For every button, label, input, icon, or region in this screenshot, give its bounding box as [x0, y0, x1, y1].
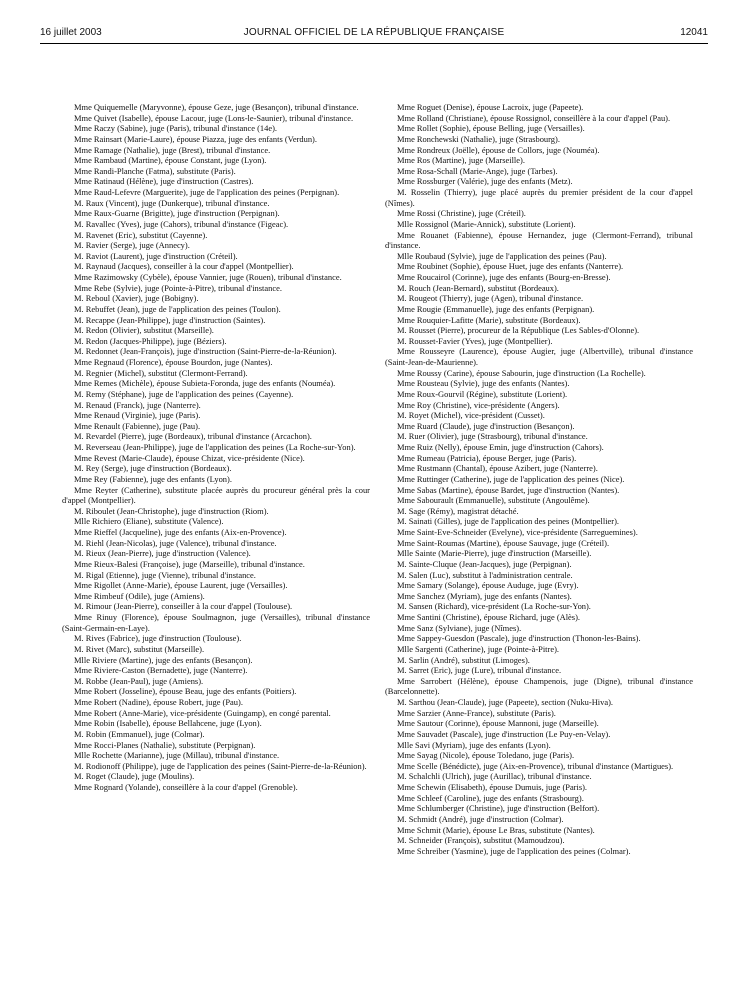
- appointment-entry: M. Reverseau (Jean-Philippe), juge de l'application des peines (La Roche-sur-Yon).: [74, 442, 356, 452]
- appointment-entry: M. Royet (Michel), vice-président (Cusset).: [397, 410, 545, 421]
- appointment-entry: Mlle Sargenti (Catherine), juge (Pointe-à-Pitre).: [397, 643, 559, 654]
- appointment-entry: Mme Schlumberger (Christine), juge d'instruction (Belfort).: [397, 803, 600, 814]
- appointment-entry: Mme Rouquier-Lafitte (Marie), substitute (Bordeaux).: [397, 314, 581, 325]
- appointment-entry: Mme Ruard (Claude), juge d'instruction (Besançon).: [397, 420, 575, 431]
- appointment-entry: M. Redonnet (Jean-François), juge d'instruction (Saint-Pierre-de-la-Réunion).: [74, 346, 337, 357]
- appointment-entry: Mme Raud-Lefevre (Marguerite), juge de l'application des peines (Perpignan).: [74, 187, 340, 197]
- appointment-entry: Mme Remes (Michèle), épouse Subieta-Foronda, juge des enfants (Nouméa).: [74, 378, 336, 389]
- appointment-entry: Mme Rosa-Schall (Marie-Ange), juge (Tarbes).: [397, 165, 558, 176]
- appointment-entry: Mme Schreiber (Yasmine), juge de l'application des peines (Colmar).: [397, 845, 631, 856]
- appointment-entry: Mme Ros (Martine), juge (Marseille).: [397, 155, 525, 166]
- appointment-entry: Mme Schleef (Caroline), juge des enfants (Strasbourg).: [397, 792, 584, 803]
- appointment-entry: M. Rousset-Favier (Yves), juge (Montpellier).: [397, 335, 553, 346]
- appointment-entry: Mme Renault (Fabienne), juge (Pau).: [74, 420, 201, 431]
- appointment-entry: M. Sansen (Richard), vice-président (La Roche-sur-Yon).: [397, 601, 591, 612]
- appointment-entry: Mlle Riviere (Martine), juge des enfants (Besançon).: [74, 654, 253, 665]
- appointment-entry: Mme Robert (Nadine), épouse Robert, juge (Pau).: [74, 697, 243, 707]
- appointment-entry: Mlle Sainte (Marie-Pierre), juge d'instruction (Marseille).: [397, 548, 592, 559]
- appointment-entry: Mme Quivet (Isabelle), épouse Lacour, juge (Lons-le-Saunier), tribunal d'instance.: [74, 112, 354, 123]
- appointment-entry: Mme Rumeau (Patricia), épouse Berger, juge (Paris).: [397, 452, 577, 463]
- appointment-entry: M. Schmidt (André), juge d'instruction (Colmar).: [397, 813, 564, 824]
- appointment-entry: Mme Roussy (Carine), épouse Sabourin, juge d'instruction (La Rochelle).: [397, 367, 646, 378]
- appointment-entry: Mme Rieux-Balesi (Françoise), juge (Marseille), tribunal d'instance.: [74, 558, 305, 569]
- appointment-entry: Mlle Richiero (Eliane), substitute (Valence).: [74, 516, 224, 527]
- appointment-entry: Mme Scelle (Bénédicte), juge (Aix-en-Provence), tribunal d'instance (Martigues).: [397, 760, 674, 771]
- appointment-entry: M. Ravenet (Eric), substitut (Cayenne).: [74, 229, 208, 240]
- appointment-entry: Mme Rocci-Planes (Nathalie), substitute (Perpignan).: [74, 739, 256, 750]
- appointment-entry: Mme Rinuy (Florence), épouse Soulmagnon, juge (Versailles), tribunal d'instance (Saint-Germain-en-Laye).: [62, 612, 370, 633]
- appointment-entry: Mme Rossburger (Valérie), juge des enfants (Metz).: [397, 176, 573, 187]
- appointment-entry: M. Rodionoff (Philippe), juge de l'application des peines (Saint-Pierre-de-la-Réunion).: [74, 760, 367, 771]
- appointment-entry: Mme Sautour (Corinne), épouse Mannoni, juge (Marseille).: [397, 718, 599, 729]
- appointment-entry: M. Remy (Stéphane), juge de l'application des peines (Cayenne).: [74, 388, 294, 399]
- appointment-entry: Mme Rainsart (Marie-Laure), épouse Piazza, juge des enfants (Verdun).: [74, 133, 317, 144]
- appointment-entry: M. Renaud (Franck), juge (Nanterre).: [74, 399, 201, 410]
- appointment-entry: Mme Rigollet (Anne-Marie), épouse Laurent, juge (Versailles).: [74, 580, 288, 591]
- appointment-entry: Mme Saint-Eve-Schneider (Evelyne), vice-présidente (Sarreguemines).: [397, 527, 638, 537]
- appointment-entry: Mme Rougie (Emmanuelle), juge des enfants (Perpignan).: [397, 303, 595, 314]
- appointment-entry: M. Ruer (Olivier), juge (Strasbourg), tribunal d'instance.: [397, 431, 588, 442]
- appointment-entry: M. Regnier (Michel), substitut (Clermont-Ferrand).: [74, 367, 248, 378]
- appointment-entry: Mme Riviere-Caston (Bernadette), juge (Nanterre).: [74, 665, 248, 676]
- appointment-entry: M. Redon (Jacques-Philippe), juge (Béziers).: [74, 335, 227, 346]
- appointment-entry: Mme Ruttinger (Catherine), juge de l'application des peines (Nice).: [397, 473, 625, 484]
- appointment-entry: Mme Rollet (Sophie), épouse Belling, juge (Versailles).: [397, 123, 585, 134]
- appointment-entry: Mlle Roubaud (Sylvie), juge de l'application des peines (Pau).: [397, 250, 607, 261]
- appointment-entry: M. Sarthou (Jean-Claude), juge (Papeete), section (Nuku-Hiva).: [397, 697, 614, 707]
- appointment-entry: Mme Rousseyre (Laurence), épouse Augier, juge (Albertville), tribunal d'instance (Saint-Jean-de-Maurienne).: [385, 346, 693, 367]
- page-number: 12041: [680, 27, 708, 38]
- appointment-entry: Mme Quiquemelle (Maryvonne), épouse Geze, juge (Besançon), tribunal d'instance.: [74, 102, 359, 112]
- appointment-entry: Mme Roucairol (Corinne), juge des enfants (Bourg-en-Bresse).: [397, 272, 611, 282]
- appointment-entry: Mme Reyter (Catherine), substitute placée auprès du procureur général près la cour d'appel (Montpellier).: [62, 484, 370, 506]
- appointment-entry: Mme Roux-Gourvil (Régine), substitute (Lorient).: [397, 388, 568, 399]
- appointment-entry: Mme Rieffel (Jacqueline), juge des enfants (Aix-en-Provence).: [74, 527, 287, 537]
- appointment-entry: M. Raux (Vincent), juge (Dunkerque), tribunal d'instance.: [74, 197, 270, 208]
- appointment-entry: Mme Rambaud (Martine), épouse Constant, juge (Lyon).: [74, 155, 267, 166]
- appointment-entry: M. Recappe (Jean-Philippe), juge d'instruction (Saintes).: [74, 314, 266, 325]
- appointment-entry: Mme Razimowsky (Cybèle), épouse Vannier, juge (Rouen), tribunal d'instance.: [74, 272, 342, 282]
- appointment-entry: Mme Ramage (Nathalie), juge (Brest), tribunal d'instance.: [74, 144, 271, 155]
- appointment-entry: Mme Raux-Guarne (Brigitte), juge d'instruction (Perpignan).: [74, 208, 280, 219]
- appointment-entry: Mme Rustmann (Chantal), épouse Azibert, juge (Nanterre).: [397, 463, 598, 474]
- appointment-entry: Mme Roguet (Denise), épouse Lacroix, juge (Papeete).: [397, 102, 584, 112]
- journal-title: JOURNAL OFFICIEL DE LA RÉPUBLIQUE FRANÇAISE: [243, 27, 505, 38]
- appointment-entry: Mme Roubinet (Sophie), épouse Huet, juge des enfants (Nanterre).: [397, 261, 624, 272]
- appointment-entry: M. Rey (Serge), juge d'instruction (Bordeaux).: [74, 463, 232, 474]
- appointment-entry: M. Rigal (Etienne), juge (Vienne), tribunal d'instance.: [74, 569, 256, 580]
- appointment-entry: M. Salen (Luc), substitut à l'administration centrale.: [397, 569, 573, 580]
- appointment-entry: Mme Sappey-Guesdon (Pascale), juge d'instruction (Thonon-les-Bains).: [397, 633, 641, 644]
- appointment-entry: M. Sarret (Eric), juge (Lure), tribunal d'instance.: [397, 665, 562, 676]
- appointment-entry: Mme Rousteau (Sylvie), juge des enfants (Nantes).: [397, 378, 570, 389]
- appointment-entry: Mme Rey (Fabienne), juge des enfants (Lyon).: [74, 473, 232, 484]
- appointment-entry: Mme Samary (Solange), épouse Auduge, juge (Evry).: [397, 580, 579, 591]
- header-date: 16 juillet 2003: [40, 27, 102, 38]
- appointment-entry: M. Riehl (Jean-Nicolas), juge (Valence), tribunal d'instance.: [74, 537, 277, 548]
- appointment-entry: Mme Sabourault (Emmanuelle), substitute (Angoulême).: [397, 495, 590, 506]
- appointment-entry: M. Sainte-Cluque (Jean-Jacques), juge (Perpignan).: [397, 558, 572, 569]
- appointment-entry: M. Ravallec (Yves), juge (Cahors), tribunal d'instance (Figeac).: [74, 218, 289, 229]
- appointment-entry: M. Schneider (François), substitut (Mamoudzou).: [397, 835, 565, 846]
- appointment-entry: Mme Sanchez (Myriam), juge des enfants (Nantes).: [397, 590, 572, 601]
- appointment-entry: Mme Ratinaud (Hélène), juge d'instruction (Castres).: [74, 176, 254, 187]
- appointment-entry: M. Robin (Emmanuel), juge (Colmar).: [74, 728, 205, 739]
- appointment-entry: M. Redon (Olivier), substitut (Marseille).: [74, 325, 214, 336]
- appointment-entry: Mme Rouanet (Fabienne), épouse Hernandez, juge (Clermont-Ferrand), tribunal d'instance.: [385, 229, 693, 251]
- appointment-entry: M. Sarlin (André), substitut (Limoges).: [397, 654, 530, 665]
- appointment-entry: Mme Rondreux (Joëlle), épouse de Collors, juge (Nouméa).: [397, 144, 600, 155]
- appointment-entry: M. Robbe (Jean-Paul), juge (Amiens).: [74, 675, 204, 686]
- appointment-entry: Mlle Rochette (Marianne), juge (Millau), tribunal d'instance.: [74, 750, 280, 761]
- appointment-entry: Mme Sabas (Martine), épouse Bardet, juge d'instruction (Nantes).: [397, 484, 620, 495]
- appointment-entry: M. Rimour (Jean-Pierre), conseiller à la cour d'appel (Toulouse).: [74, 601, 293, 612]
- appointment-entry: M. Rousset (Pierre), procureur de la République (Les Sables-d'Olonne).: [397, 325, 640, 336]
- appointment-entry: M. Revardel (Pierre), juge (Bordeaux), tribunal d'instance (Arcachon).: [74, 431, 312, 442]
- left-column: [62, 102, 370, 793]
- appointment-entry: Mme Rossi (Christine), juge (Créteil).: [397, 208, 526, 219]
- appointment-entry: M. Sage (Rémy), magistrat détaché.: [397, 505, 519, 516]
- appointment-entry: M. Ravier (Serge), juge (Annecy).: [74, 240, 190, 251]
- appointment-entry: Mme Rolland (Christiane), épouse Rossignol, conseillère à la cour d'appel (Pau).: [397, 112, 671, 123]
- appointment-entry: Mme Rognard (Yolande), conseillère à la cour d'appel (Grenoble).: [74, 782, 298, 792]
- appointment-entry: M. Rieux (Jean-Pierre), juge d'instruction (Valence).: [74, 548, 251, 559]
- appointment-entry: M. Rives (Fabrice), juge d'instruction (Toulouse).: [74, 633, 242, 644]
- appointment-entry: Mlle Rossignol (Marie-Annick), substitute (Lorient).: [397, 218, 576, 229]
- appointment-entry: M. Riboulet (Jean-Christophe), juge d'instruction (Riom).: [74, 505, 269, 516]
- appointment-entry: Mme Robert (Josseline), épouse Beau, juge des enfants (Poitiers).: [74, 686, 297, 697]
- appointment-entry: Mme Ruiz (Nelly), épouse Emin, juge d'instruction (Cahors).: [397, 442, 604, 452]
- appointment-entry: M. Sainati (Gilles), juge de l'application des peines (Montpellier).: [397, 516, 620, 527]
- appointment-entry: M. Raviot (Laurent), juge d'instruction (Créteil).: [74, 250, 238, 261]
- appointment-entry: Mme Rebe (Sylvie), juge (Pointe-à-Pitre), tribunal d'instance.: [74, 282, 282, 293]
- appointment-entry: M. Raynaud (Jacques), conseiller à la cour d'appel (Montpellier).: [74, 261, 294, 272]
- appointment-entry: Mme Revest (Marie-Claude), épouse Chizat, vice-présidente (Nice).: [74, 452, 305, 463]
- appointment-entry: M. Rosselin (Thierry), juge placé auprès du premier président de la cour d'appel (Nîmes).: [385, 187, 693, 208]
- appointment-entry: Mme Saint-Roumas (Martine), épouse Sauvage, juge (Créteil).: [397, 537, 610, 548]
- appointment-entry: Mme Santini (Christine), épouse Richard, juge (Alès).: [397, 612, 581, 622]
- appointment-entry: Mme Renaud (Virginie), juge (Paris).: [74, 410, 201, 421]
- appointment-entry: Mme Sarrobert (Hélène), épouse Champenois, juge (Digne), tribunal d'instance (Barcelonnette).: [385, 675, 693, 697]
- right-column: [385, 102, 693, 856]
- appointment-entry: M. Roget (Claude), juge (Moulins).: [74, 771, 195, 782]
- appointment-entry: Mme Randi-Planche (Fatma), substitute (Paris).: [74, 165, 236, 176]
- appointment-entry: M. Reboul (Xavier), juge (Bobigny).: [74, 293, 199, 304]
- appointment-entry: Mme Schewin (Elisabeth), épouse Dumuis, juge (Paris).: [397, 782, 588, 792]
- appointment-entry: Mme Rimbeuf (Odile), juge (Amiens).: [74, 590, 205, 601]
- appointment-entry: Mme Schmit (Marie), épouse Le Bras, substitute (Nantes).: [397, 824, 595, 835]
- appointment-entry: Mme Robin (Isabelle), épouse Bellahcene, juge (Lyon).: [74, 718, 262, 729]
- appointment-entry: Mme Ronchewski (Nathalie), juge (Strasbourg).: [397, 133, 560, 144]
- appointment-entry: M. Rebuffet (Jean), juge de l'application des peines (Toulon).: [74, 303, 281, 314]
- appointment-entry: Mme Sauvadet (Pascale), juge d'instruction (Le Puy-en-Velay).: [397, 728, 611, 739]
- appointment-entry: Mme Sarzier (Anne-France), substitute (Paris).: [397, 707, 556, 718]
- appointment-entry: M. Rougeot (Thierry), juge (Agen), tribunal d'instance.: [397, 293, 584, 304]
- page-header: [40, 27, 708, 41]
- appointment-entry: M. Schalchli (Ulrich), juge (Aurillac), tribunal d'instance.: [397, 771, 592, 782]
- header-rule: [40, 43, 708, 44]
- appointment-entry: M. Rouch (Jean-Bernard), substitut (Bordeaux).: [397, 282, 559, 293]
- appointment-entry: Mme Raczy (Sabine), juge (Paris), tribunal d'instance (14e).: [74, 123, 278, 134]
- appointment-entry: Mlle Savi (Myriam), juge des enfants (Lyon).: [397, 739, 551, 750]
- appointment-entry: Mme Sanz (Sylviane), juge (Nîmes).: [397, 622, 522, 633]
- appointment-entry: Mme Sayag (Nicole), épouse Toledano, juge (Paris).: [397, 750, 575, 761]
- appointment-entry: M. Rivet (Marc), substitut (Marseille).: [74, 643, 205, 654]
- appointment-entry: Mme Robert (Anne-Marie), vice-présidente (Guingamp), en congé parental.: [74, 707, 331, 718]
- appointment-entry: Mme Roy (Christine), vice-présidente (Angers).: [397, 399, 560, 410]
- appointment-entry: Mme Regnaud (Florence), épouse Bourdon, juge (Nantes).: [74, 357, 273, 367]
